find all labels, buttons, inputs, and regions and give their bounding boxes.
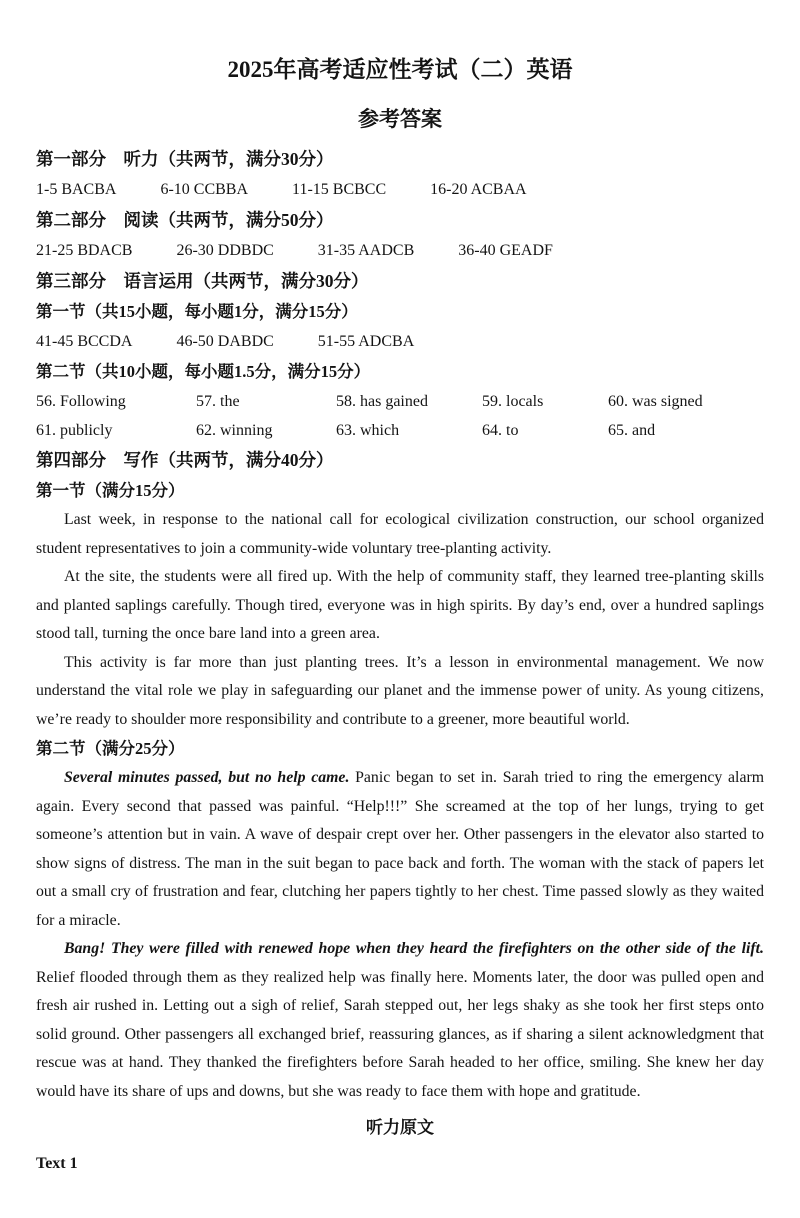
fill-answer: 60. was signed [608,393,703,410]
fill-answer: 58. has gained [336,393,428,410]
fill-answer: 65. and [608,422,656,439]
doc-title: 2025年高考适应性考试（二）英语 [227,57,573,82]
part4-section2-heading: 第二节（满分25分） [36,739,185,758]
fill-answer: 64. to [482,422,519,439]
doc-subtitle: 参考答案 [358,107,442,131]
fill-answer: 59. locals [482,393,544,410]
answer-group: 16-20 ACBAA [430,181,527,198]
answer-group: 1-5 BACBA [36,181,117,198]
fill-answer: 63. which [336,422,400,439]
part1-answers-row [36,175,764,205]
part2-heading: 第二部分 阅读（共两节，满分50分） [36,210,334,230]
answer-group: 26-30 DDBDC [176,242,274,259]
part3-heading: 第三部分 语言运用（共两节，满分30分） [36,271,369,291]
fill-answer: 56. Following [36,393,126,410]
answer-group: 46-50 DABDC [176,333,274,350]
part2-answers-row [36,236,764,266]
essay2-paragraph [36,764,764,935]
answer-group: 31-35 AADCB [317,242,415,259]
part3-section1-heading: 第一节（共15小题，每小题1分，满分15分） [36,302,358,321]
listening-script-heading: 听力原文 [366,1118,434,1137]
part3-section2-answers-row2 [36,416,764,445]
essay2-lead-sentence: Several minutes passed, but no help came. [64,769,350,786]
part3-section1-answers-row [36,327,764,357]
fill-answer: 61. publicly [36,422,113,439]
fill-answer: 62. winning [196,422,273,439]
essay1-paragraph: This activity is far more than just planting trees. It’s a lesson in environmental management. We now understand the vital role we play in safeguarding our planet and the immense power of unity. As young citizens, we’re ready to shoulder more responsibility and contribute to a greener, more beautiful world. [36,653,764,728]
answer-group: 6-10 CCBBA [160,181,249,198]
essay2-body-text: Panic began to set in. Sarah tried to ring the emergency alarm again. Every second that passed was painful. “Help!!!” She screamed at the top of her lungs, trying to get someone’s attention but in vain. A wave of despair crept over her. Other passengers in the elevator also started to show signs of distress. The man in the suit began to pace back and forth. The woman with the stack of papers let out a small cry of frustration and fear, clutching her papers tightly to her chest. Time passed slowly as they waited for a miracle. [36,769,764,929]
essay2-lead-sentence: Bang! They were filled with renewed hope when they heard the firefighters on the other side of the lift. [64,940,764,957]
essay2-body-text: Relief flooded through them as they realized help was finally here. Moments later, the door was pulled open and fresh air rushed in. Letting out a sigh of relief, Sarah stepped out, her legs shaky as she took her first steps onto solid ground. Other passengers all exchanged brief, reassuring glances, as if sharing a silent acknowledgment that rescue was at hand. They thanked the firefighters before Sarah headed to her office, smiling. She knew her day would have its share of ups and downs, but she was ready to face them with hope and gratitude. [36,968,764,1100]
part3-section2-answers-row1 [36,387,764,416]
fill-answer: 57. the [196,393,240,410]
part3-section2-heading: 第二节（共10小题，每小题1.5分，满分15分） [36,362,371,381]
part1-heading: 第一部分 听力（共两节，满分30分） [36,149,334,169]
answer-group: 11-15 BCBCC [292,181,387,198]
answer-group: 21-25 BDACB [36,242,133,259]
answer-group: 36-40 GEADF [458,242,553,259]
answer-group: 41-45 BCCDA [36,333,133,350]
answer-group: 51-55 ADCBA [317,333,415,350]
essay1-paragraph: At the site, the students were all fired up. With the help of community staff, they learned tree-planting skills and planted saplings carefully. Though tired, everyone was in high spirits. By day’s end, over a hundred saplings stood tall, turning the once bare land into a green area. [36,568,764,642]
listening-text1-label: Text 1 [36,1155,78,1172]
essay2-paragraph [36,935,764,1106]
essay1-paragraph: Last week, in response to the national call for ecological civilization construction, our school organized student representatives to join a community-wide voluntary tree-planting activity. [36,511,764,557]
part4-heading: 第四部分 写作（共两节，满分40分） [36,450,334,470]
part4-section1-heading: 第一节（满分15分） [36,481,185,500]
